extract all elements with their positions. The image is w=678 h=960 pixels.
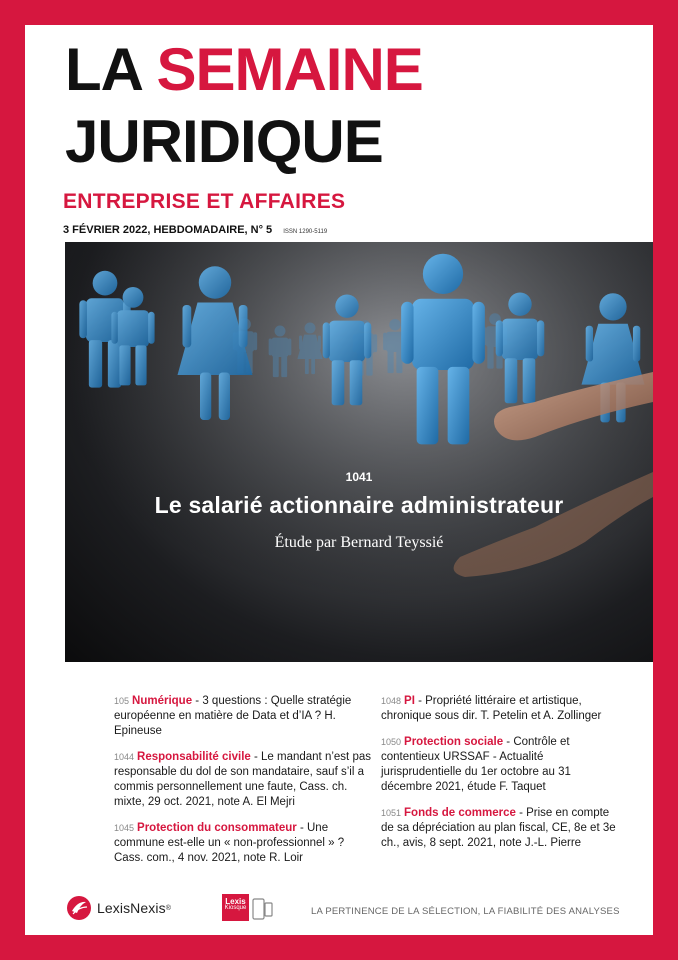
bottom-red-band <box>0 935 678 960</box>
entry-keyword: Responsabilité civile <box>137 751 251 763</box>
right-red-band <box>653 0 678 960</box>
entry-text: - Le mandant n’est pas responsable du dol de son mandataire, sauf s’il a commis personnellement une faute, Cass. ch. mixte, 29 oct. 2021, note A. El Mejri <box>114 751 371 808</box>
summary-entry <box>114 750 374 810</box>
entry-number: 1048 <box>381 696 402 706</box>
entry-number: 1044 <box>114 752 135 762</box>
kiosque-bottom-label: Kiosque <box>224 905 247 911</box>
cover-story-title: Le salarié actionnaire administrateur <box>154 492 564 518</box>
masthead-line1 <box>65 36 423 103</box>
devices-icon <box>252 895 274 921</box>
issue-date: 3 FÉVRIER 2022, HEBDOMADAIRE, N° 5 <box>63 224 273 236</box>
entry-number: 105 <box>114 696 130 706</box>
masthead-semaine: SEMAINE <box>156 36 423 103</box>
issue-line <box>63 224 327 236</box>
entry-text: - Prise en compte de sa dépréciation au plan fiscal, CE, 8e et 3e ch., avis, 8 sept. 2021, note J.-L. Pierre <box>381 807 616 849</box>
entry-keyword: Protection du consommateur <box>137 822 297 834</box>
top-red-band <box>0 0 678 25</box>
people-icons-illustration <box>65 242 653 662</box>
cover-story-author: Étude par Bernard Teyssié <box>274 534 444 551</box>
summary-entry <box>381 694 621 724</box>
lexisnexis-logo-icon <box>66 895 92 921</box>
cover-photo <box>65 242 653 662</box>
entry-number: 1050 <box>381 737 402 747</box>
left-red-band <box>0 0 25 960</box>
entry-text: - Propriété littéraire et artistique, chronique sous dir. T. Petelin et A. Zollinger <box>381 695 602 722</box>
entry-text: - Contrôle et contentieux URSSAF - Actualité jurisprudentielle du 1er octobre au 31 décembre 2021, étude F. Taquet <box>381 736 571 793</box>
entry-keyword: Fonds de commerce <box>404 807 516 819</box>
masthead-juridique: JURIDIQUE <box>65 108 383 175</box>
kiosque-top-label: Lexis <box>225 897 246 906</box>
issn: ISSN 1290-5119 <box>283 229 328 235</box>
lexisnexis-logo <box>66 895 171 921</box>
cover-story-number: 1041 <box>345 470 373 484</box>
masthead-la: LA <box>65 36 141 103</box>
summary-right-column <box>381 694 621 862</box>
summary-entry <box>114 694 374 739</box>
entry-keyword: PI <box>404 695 415 707</box>
entry-text: - Une commune est-elle un « non-professionnel » ? Cass. com., 4 nov. 2021, note R. Loir <box>114 822 345 864</box>
entry-keyword: Numérique <box>132 695 193 707</box>
entry-keyword: Protection sociale <box>404 736 504 748</box>
publisher-name: LexisNexis <box>97 900 166 916</box>
summary-entry <box>381 806 621 851</box>
tagline: LA PERTINENCE DE LA SÉLECTION, LA FIABILITÉ DES ANALYSES <box>311 906 620 917</box>
lexis-kiosque-badge <box>222 894 249 921</box>
entry-number: 1045 <box>114 823 135 833</box>
entry-text: - 3 questions : Quelle stratégie européenne en matière de Data et d’IA ? H. Epineuse <box>114 695 352 737</box>
summary-entry <box>114 821 374 866</box>
publisher-mark: ® <box>165 904 171 912</box>
summary-entry <box>381 735 621 795</box>
entry-number: 1051 <box>381 808 402 818</box>
masthead-subtitle: ENTREPRISE ET AFFAIRES <box>63 190 346 213</box>
summary-left-column <box>114 694 374 877</box>
